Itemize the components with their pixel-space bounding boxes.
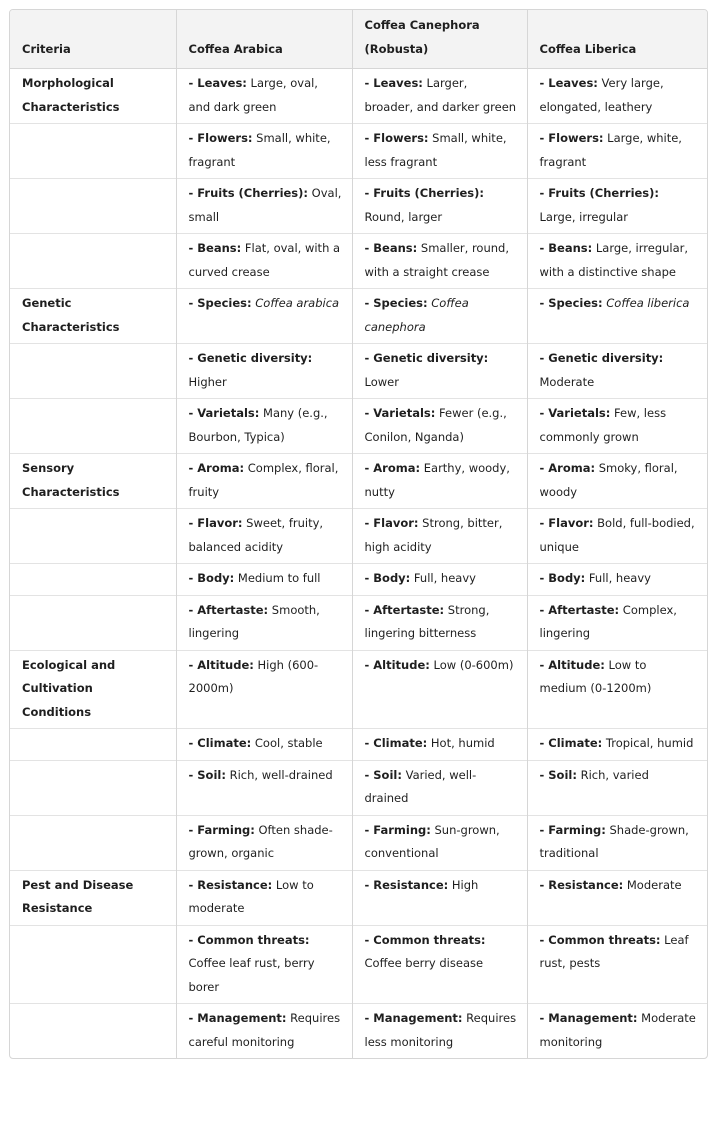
attribute-value: Very large, elongated, leathery	[539, 76, 664, 114]
attribute-label: - Resistance:	[188, 877, 273, 892]
attribute-label: - Farming:	[364, 822, 431, 837]
attribute-label: - Species:	[188, 296, 252, 310]
arabica-cell	[176, 760, 352, 815]
attribute-label: - Flowers:	[364, 131, 429, 145]
attribute-label: - Varietals:	[364, 406, 436, 420]
arabica-cell	[176, 124, 352, 179]
attribute-value: Large, irregular, with a distinctive shape	[539, 241, 689, 279]
arabica-cell	[176, 729, 352, 761]
header-liberica: Coffea Liberica	[527, 10, 707, 69]
header-arabica: Coffea Arabica	[176, 10, 352, 69]
attribute-label: - Beans:	[188, 241, 242, 255]
attribute-label: - Common threats:	[364, 932, 486, 947]
table-row	[10, 509, 707, 564]
robusta-cell	[352, 179, 527, 234]
liberica-cell	[527, 289, 707, 344]
attribute-label: - Aftertaste:	[364, 602, 445, 617]
liberica-cell	[527, 509, 707, 564]
attribute-label: - Soil:	[539, 767, 577, 782]
liberica-cell	[527, 729, 707, 761]
robusta-cell	[352, 1004, 527, 1059]
attribute-label: - Management:	[188, 1011, 287, 1025]
attribute-label: - Farming:	[188, 822, 255, 837]
liberica-cell	[527, 564, 707, 596]
arabica-cell	[176, 234, 352, 289]
attribute-label: - Flavor:	[188, 516, 243, 530]
table-row	[10, 234, 707, 289]
arabica-cell	[176, 289, 352, 344]
arabica-cell	[176, 344, 352, 399]
arabica-cell	[176, 650, 352, 729]
attribute-value: Oval, small	[188, 186, 342, 224]
arabica-cell	[176, 870, 352, 925]
criteria-cell	[10, 509, 176, 564]
header-robusta: Coffea Canephora (Robusta)	[352, 10, 527, 69]
attribute-label: - Management:	[364, 1011, 463, 1025]
liberica-cell	[527, 234, 707, 289]
liberica-cell	[527, 815, 707, 870]
attribute-value: Rich, well-drained	[225, 767, 333, 782]
attribute-value: Fewer (e.g., Conilon, Nganda)	[364, 406, 507, 444]
criteria-cell: Genetic Characteristics	[10, 289, 176, 344]
attribute-label: - Aroma:	[539, 461, 596, 475]
criteria-cell: Sensory Characteristics	[10, 454, 176, 509]
robusta-cell	[352, 399, 527, 454]
attribute-label: - Leaves:	[539, 76, 598, 90]
robusta-cell	[352, 729, 527, 761]
criteria-cell	[10, 1004, 176, 1059]
criteria-cell	[10, 124, 176, 179]
attribute-label: - Body:	[364, 571, 411, 585]
attribute-label: - Flavor:	[364, 516, 419, 530]
attribute-label: - Genetic diversity:	[364, 351, 489, 365]
attribute-value: Large, irregular	[539, 209, 628, 224]
arabica-cell	[176, 925, 352, 1004]
attribute-value: Complex, lingering	[539, 602, 677, 640]
attribute-label: - Management:	[539, 1011, 638, 1025]
attribute-value: Higher	[188, 374, 227, 389]
liberica-cell	[527, 454, 707, 509]
criteria-cell	[10, 399, 176, 454]
attribute-label: - Climate:	[364, 736, 428, 750]
liberica-cell	[527, 179, 707, 234]
attribute-label: - Genetic diversity:	[539, 351, 664, 365]
attribute-value: High	[448, 877, 479, 892]
table-body	[10, 69, 707, 1059]
attribute-value: Low to medium (0-1200m)	[539, 657, 652, 695]
attribute-value: Requires careful monitoring	[188, 1011, 341, 1049]
attribute-value: Lower	[364, 374, 399, 389]
attribute-label: - Climate:	[539, 736, 603, 750]
criteria-cell: Pest and Disease Resistance	[10, 870, 176, 925]
robusta-cell	[352, 650, 527, 729]
attribute-label: - Beans:	[539, 241, 593, 255]
table-row	[10, 344, 707, 399]
attribute-label: - Soil:	[188, 767, 226, 782]
attribute-value: Shade-grown, traditional	[539, 822, 689, 860]
attribute-value: Smooth, lingering	[188, 602, 320, 640]
attribute-value: Low to moderate	[188, 877, 314, 915]
attribute-label: - Climate:	[188, 736, 252, 750]
species-name: Coffea liberica	[606, 296, 690, 310]
attribute-value: Rich, varied	[576, 767, 649, 782]
criteria-cell: Morphological Characteristics	[10, 69, 176, 124]
table-row	[10, 564, 707, 596]
attribute-label: - Flowers:	[539, 131, 604, 145]
liberica-cell	[527, 1004, 707, 1059]
table-row	[10, 289, 707, 344]
coffee-comparison-table	[10, 10, 707, 1058]
robusta-cell	[352, 760, 527, 815]
attribute-value: Moderate monitoring	[539, 1011, 696, 1049]
attribute-value: Complex, floral, fruity	[188, 461, 339, 499]
attribute-value: Earthy, woody, nutty	[364, 461, 510, 499]
attribute-value: Few, less commonly grown	[539, 406, 667, 444]
criteria-cell	[10, 344, 176, 399]
arabica-cell	[176, 1004, 352, 1059]
attribute-value: Smoky, floral, woody	[539, 461, 678, 499]
robusta-cell	[352, 564, 527, 596]
attribute-value: Tropical, humid	[602, 736, 694, 750]
attribute-value: Coffee berry disease	[364, 956, 484, 970]
attribute-value: Medium to full	[234, 571, 321, 585]
robusta-cell	[352, 289, 527, 344]
attribute-label: - Flowers:	[188, 131, 253, 145]
attribute-value: Full, heavy	[410, 571, 476, 585]
attribute-value: Low (0-600m)	[429, 657, 514, 672]
robusta-cell	[352, 870, 527, 925]
attribute-value: Strong, lingering bitterness	[364, 602, 490, 640]
table-row	[10, 760, 707, 815]
liberica-cell	[527, 595, 707, 650]
attribute-value: Smaller, round, with a straight crease	[364, 241, 509, 279]
arabica-cell	[176, 179, 352, 234]
attribute-value: Requires less monitoring	[364, 1011, 517, 1049]
attribute-label: - Fruits (Cherries):	[539, 186, 660, 200]
attribute-value: Often shade-grown, organic	[188, 822, 333, 860]
attribute-label: - Flavor:	[539, 516, 594, 530]
robusta-cell	[352, 815, 527, 870]
attribute-value: Strong, bitter, high acidity	[364, 516, 503, 554]
attribute-label: - Fruits (Cherries):	[364, 186, 485, 200]
species-name: Coffea arabica	[255, 296, 340, 310]
attribute-value: Moderate	[539, 374, 595, 389]
attribute-value: Small, white, fragrant	[188, 131, 331, 169]
attribute-value: Sun-grown, conventional	[364, 822, 500, 860]
attribute-label: - Altitude:	[188, 657, 254, 672]
attribute-label: - Common threats:	[539, 932, 661, 947]
species-name: Coffea canephora	[364, 296, 469, 334]
robusta-cell	[352, 344, 527, 399]
attribute-label: - Aftertaste:	[188, 602, 269, 617]
liberica-cell	[527, 124, 707, 179]
table-row	[10, 399, 707, 454]
liberica-cell	[527, 650, 707, 729]
attribute-label: - Varietals:	[188, 406, 260, 420]
attribute-value: Larger, broader, and darker green	[364, 76, 517, 114]
criteria-cell	[10, 815, 176, 870]
attribute-label: - Resistance:	[364, 877, 449, 892]
attribute-value: Many (e.g., Bourbon, Typica)	[188, 406, 328, 444]
attribute-value: Large, white, fragrant	[539, 131, 682, 169]
header-row	[10, 10, 707, 69]
attribute-value: Cool, stable	[251, 736, 323, 750]
table-row	[10, 870, 707, 925]
attribute-value: High (600-2000m)	[188, 657, 319, 695]
attribute-label: - Leaves:	[188, 76, 247, 90]
arabica-cell	[176, 69, 352, 124]
arabica-cell	[176, 399, 352, 454]
attribute-label: - Farming:	[539, 822, 606, 837]
attribute-value: Small, white, less fragrant	[364, 131, 507, 169]
attribute-value: Hot, humid	[427, 736, 495, 750]
criteria-cell	[10, 595, 176, 650]
criteria-cell	[10, 234, 176, 289]
robusta-cell	[352, 69, 527, 124]
attribute-label: - Body:	[539, 571, 586, 585]
header-criteria: Criteria	[10, 10, 176, 69]
robusta-cell	[352, 595, 527, 650]
criteria-cell	[10, 179, 176, 234]
comparison-table-container	[9, 9, 708, 1059]
robusta-cell	[352, 925, 527, 1004]
arabica-cell	[176, 815, 352, 870]
arabica-cell	[176, 509, 352, 564]
table-row	[10, 815, 707, 870]
attribute-label: - Leaves:	[364, 76, 423, 90]
table-row	[10, 179, 707, 234]
attribute-value: Large, oval, and dark green	[188, 76, 318, 114]
table-row	[10, 69, 707, 124]
attribute-value: Bold, full-bodied, unique	[539, 516, 695, 554]
attribute-label: - Altitude:	[364, 657, 430, 672]
table-row	[10, 650, 707, 729]
table-row	[10, 595, 707, 650]
liberica-cell	[527, 69, 707, 124]
attribute-label: - Beans:	[364, 241, 418, 255]
attribute-label: - Species:	[364, 296, 428, 310]
attribute-label: - Species:	[539, 296, 603, 310]
attribute-label: - Fruits (Cherries):	[188, 186, 309, 200]
robusta-cell	[352, 124, 527, 179]
attribute-value: Leaf rust, pests	[539, 932, 689, 970]
criteria-cell	[10, 760, 176, 815]
liberica-cell	[527, 925, 707, 1004]
table-row	[10, 729, 707, 761]
attribute-label: - Resistance:	[539, 877, 624, 892]
arabica-cell	[176, 595, 352, 650]
attribute-value: Flat, oval, with a curved crease	[188, 241, 341, 279]
liberica-cell	[527, 344, 707, 399]
liberica-cell	[527, 760, 707, 815]
table-row	[10, 925, 707, 1004]
attribute-value: Varied, well-drained	[364, 767, 477, 805]
attribute-label: - Soil:	[364, 767, 402, 782]
attribute-label: - Aroma:	[364, 461, 421, 475]
attribute-value: Full, heavy	[585, 571, 651, 585]
attribute-value: Round, larger	[364, 209, 443, 224]
attribute-value: Moderate	[623, 877, 682, 892]
criteria-cell	[10, 925, 176, 1004]
criteria-cell	[10, 729, 176, 761]
liberica-cell	[527, 870, 707, 925]
table-row	[10, 454, 707, 509]
attribute-label: - Genetic diversity:	[188, 351, 313, 365]
robusta-cell	[352, 509, 527, 564]
attribute-value: Coffee leaf rust, berry borer	[188, 956, 315, 994]
attribute-label: - Aftertaste:	[539, 602, 620, 617]
attribute-label: - Altitude:	[539, 657, 605, 672]
liberica-cell	[527, 399, 707, 454]
attribute-label: - Body:	[188, 571, 235, 585]
criteria-cell	[10, 564, 176, 596]
attribute-label: - Common threats:	[188, 932, 310, 947]
arabica-cell	[176, 564, 352, 596]
arabica-cell	[176, 454, 352, 509]
table-row	[10, 124, 707, 179]
table-row	[10, 1004, 707, 1059]
robusta-cell	[352, 454, 527, 509]
attribute-value: Sweet, fruity, balanced acidity	[188, 516, 324, 554]
criteria-cell: Ecological and Cultivation Conditions	[10, 650, 176, 729]
attribute-label: - Varietals:	[539, 406, 611, 420]
table-header	[10, 10, 707, 69]
robusta-cell	[352, 234, 527, 289]
attribute-label: - Aroma:	[188, 461, 245, 475]
